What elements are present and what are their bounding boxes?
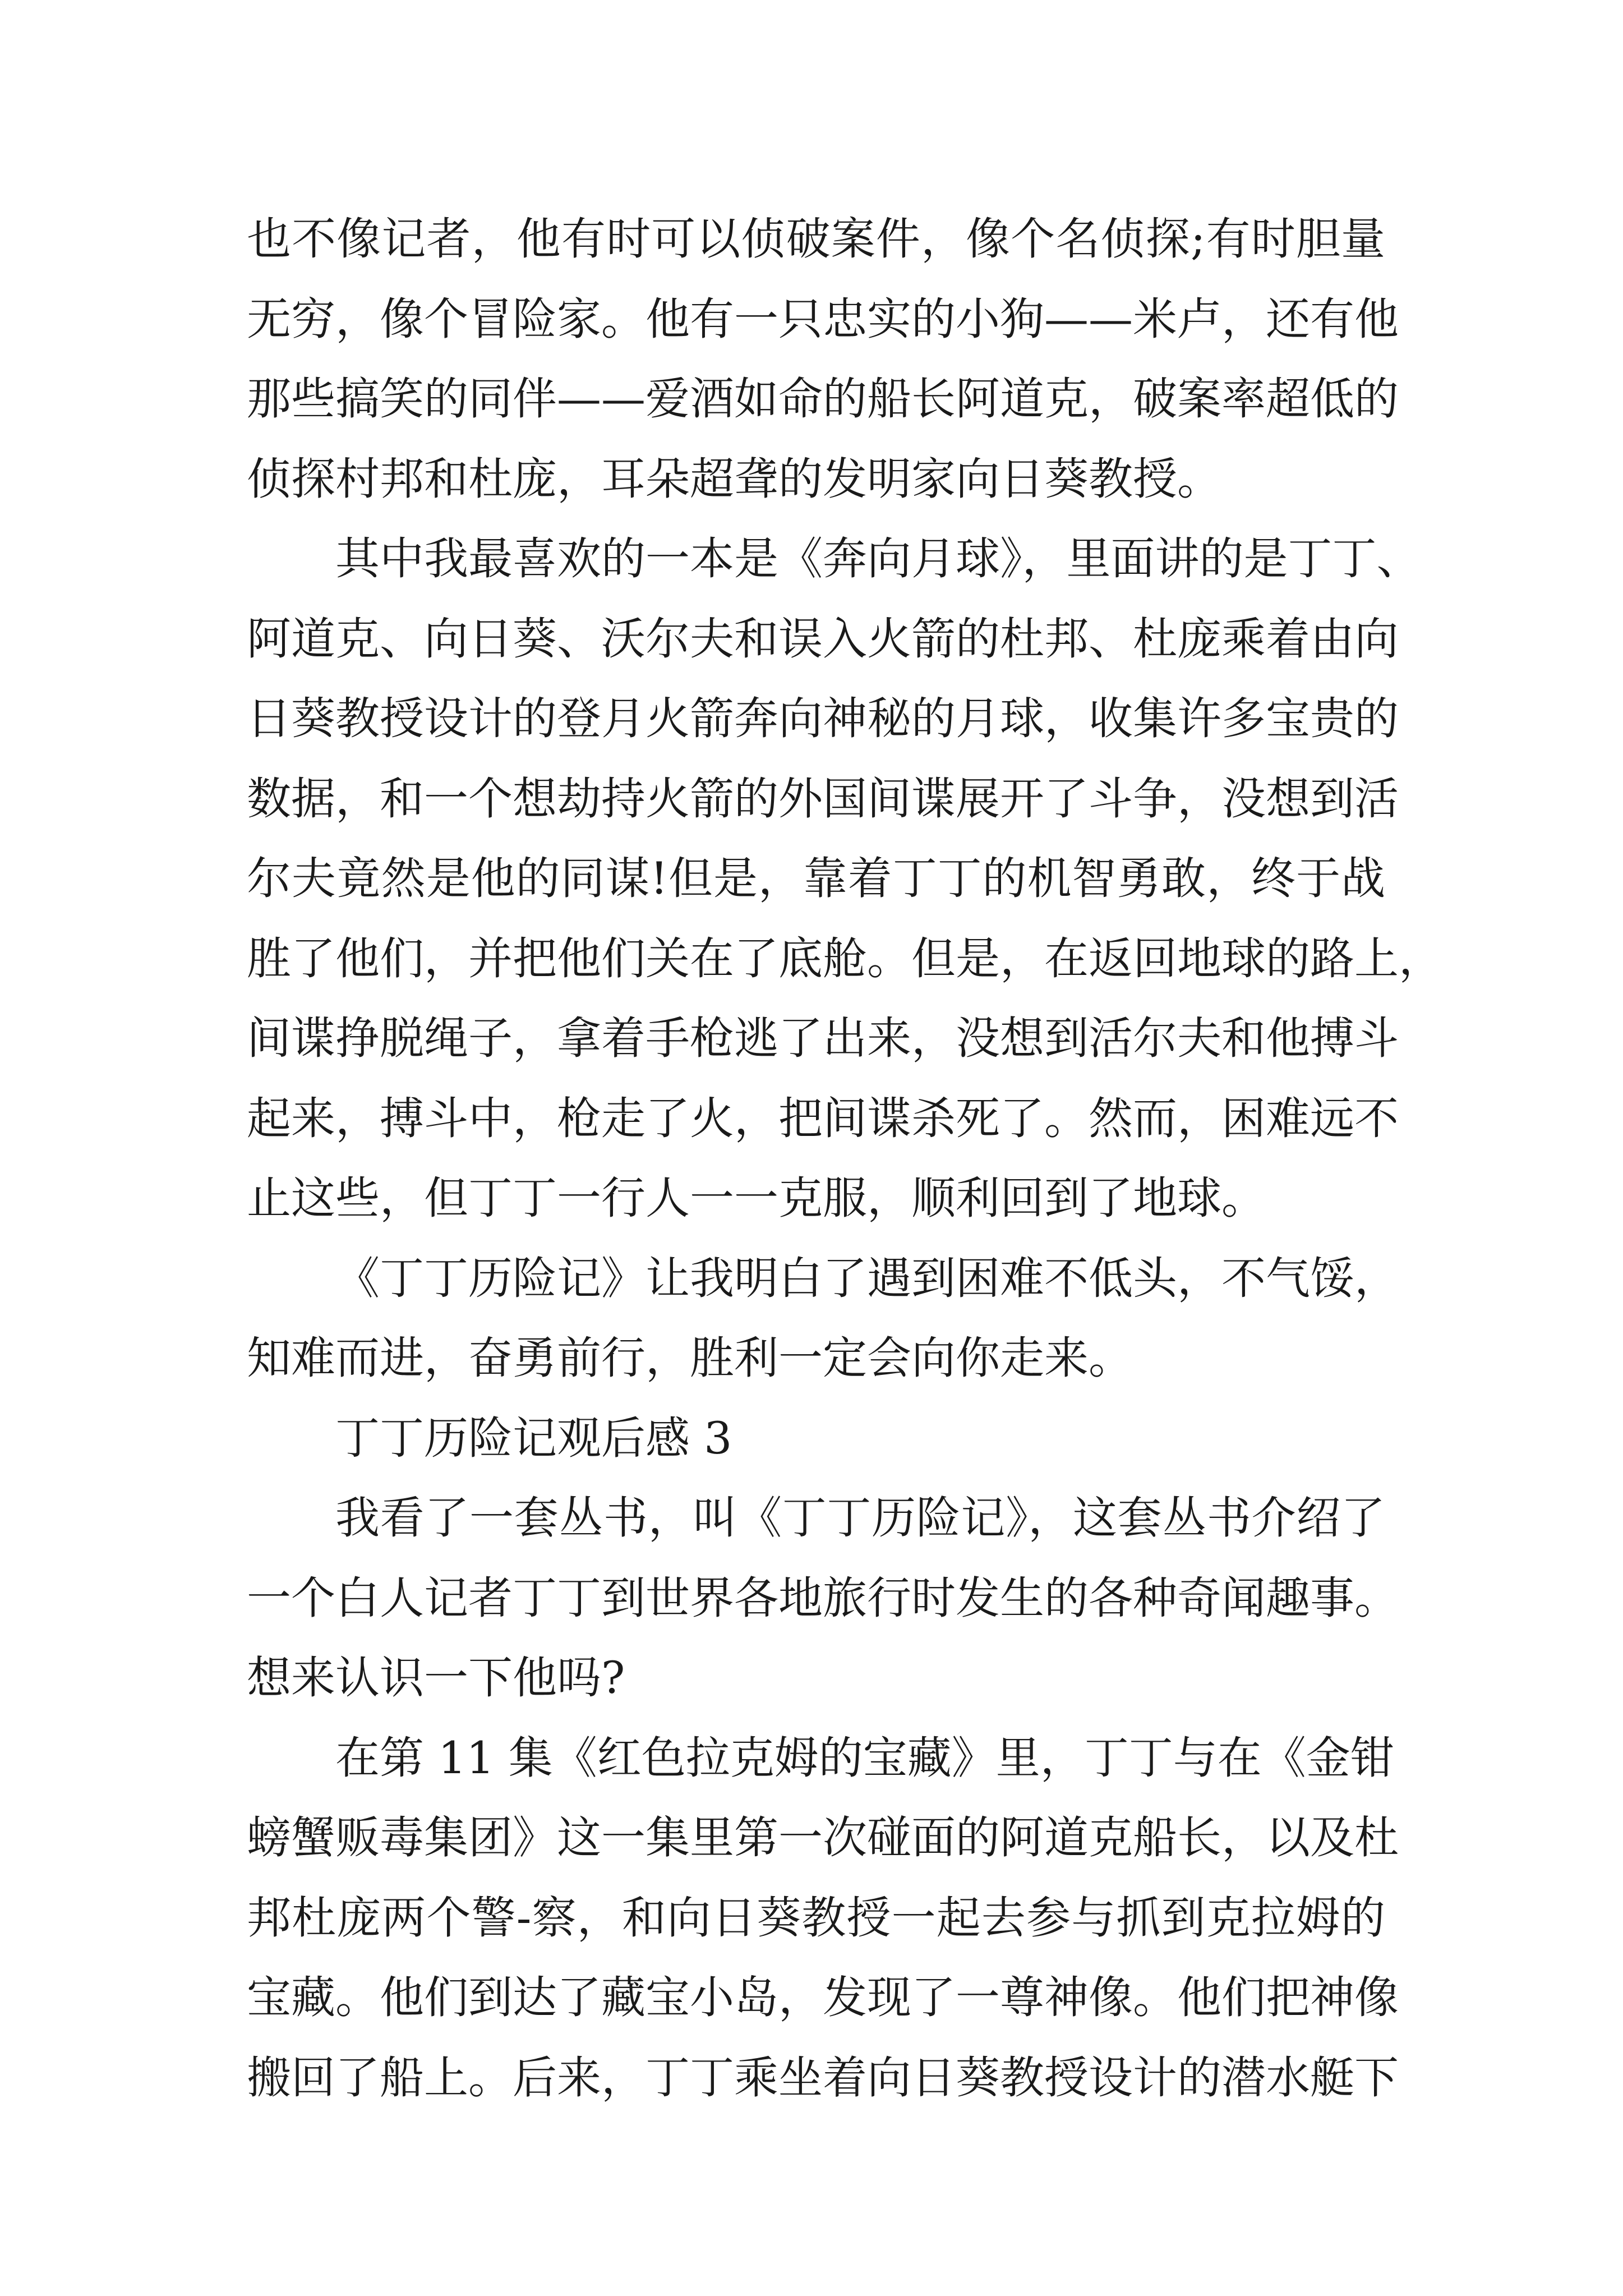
text-line: 我看了一套丛书，叫《丁丁历险记》，这套丛书介绍了	[335, 1492, 1385, 1544]
text-line: 想来认识一下他吗?	[247, 1652, 625, 1704]
section-heading: 丁丁历险记观后感 3	[335, 1412, 732, 1464]
text-line: 邦杜庞两个警-察，和向日葵教授一起去参与抓到克拉姆的	[247, 1892, 1385, 1944]
text-line: 起来，搏斗中，枪走了火，把间谍杀死了。然而，困难远不	[247, 1092, 1399, 1144]
text-line: 无穷，像个冒险家。他有一只忠实的小狗——米卢，还有他	[247, 293, 1399, 345]
document-body	[247, 199, 1443, 2118]
text-line: 《丁丁历险记》让我明白了遇到困难不低头，不气馁，	[335, 1252, 1399, 1304]
text-line: 日葵教授设计的登月火箭奔向神秘的月球，收集许多宝贵的	[247, 693, 1399, 744]
text-line: 间谍挣脱绳子，拿着手枪逃了出来，没想到活尔夫和他搏斗	[247, 1013, 1399, 1064]
text-line: 宝藏。他们到达了藏宝小岛，发现了一尊神像。他们把神像	[247, 1972, 1399, 2023]
text-line: 搬回了船上。后来，丁丁乘坐着向日葵教授设计的潜水艇下	[247, 2051, 1399, 2104]
text-line: 阿道克、向日葵、沃尔夫和误入火箭的杜邦、杜庞乘着由向	[247, 613, 1399, 665]
text-line: 一个白人记者丁丁到世界各地旅行时发生的各种奇闻趣事。	[247, 1572, 1399, 1624]
text-line: 在第 11 集《红色拉克姆的宝藏》里，丁丁与在《金钳	[335, 1732, 1395, 1784]
text-line: 知难而进，奋勇前行，胜利一定会向你走来。	[247, 1332, 1133, 1384]
text-line: 那些搞笑的同伴——爱酒如命的船长阿道克，破案率超低的	[247, 373, 1399, 425]
text-line: 止这些，但丁丁一行人一一克服，顺利回到了地球。	[247, 1172, 1266, 1224]
text-line: 尔夫竟然是他的同谋!但是，靠着丁丁的机智勇敢，终于战	[247, 853, 1385, 904]
text-line: 其中我最喜欢的一本是《奔向月球》，里面讲的是丁丁、	[335, 533, 1421, 585]
text-line: 数据，和一个想劫持火箭的外国间谍展开了斗争，没想到活	[247, 772, 1399, 825]
text-line: 胜了他们，并把他们关在了底舱。但是，在返回地球的路上，	[247, 932, 1443, 984]
text-line: 侦探村邦和杜庞，耳朵超聋的发明家向日葵教授。	[247, 453, 1221, 505]
text-line: 螃蟹贩毒集团》这一集里第一次碰面的阿道克船长，以及杜	[247, 1812, 1399, 1864]
text-line: 也不像记者，他有时可以侦破案件，像个名侦探;有时胆量	[247, 213, 1385, 265]
